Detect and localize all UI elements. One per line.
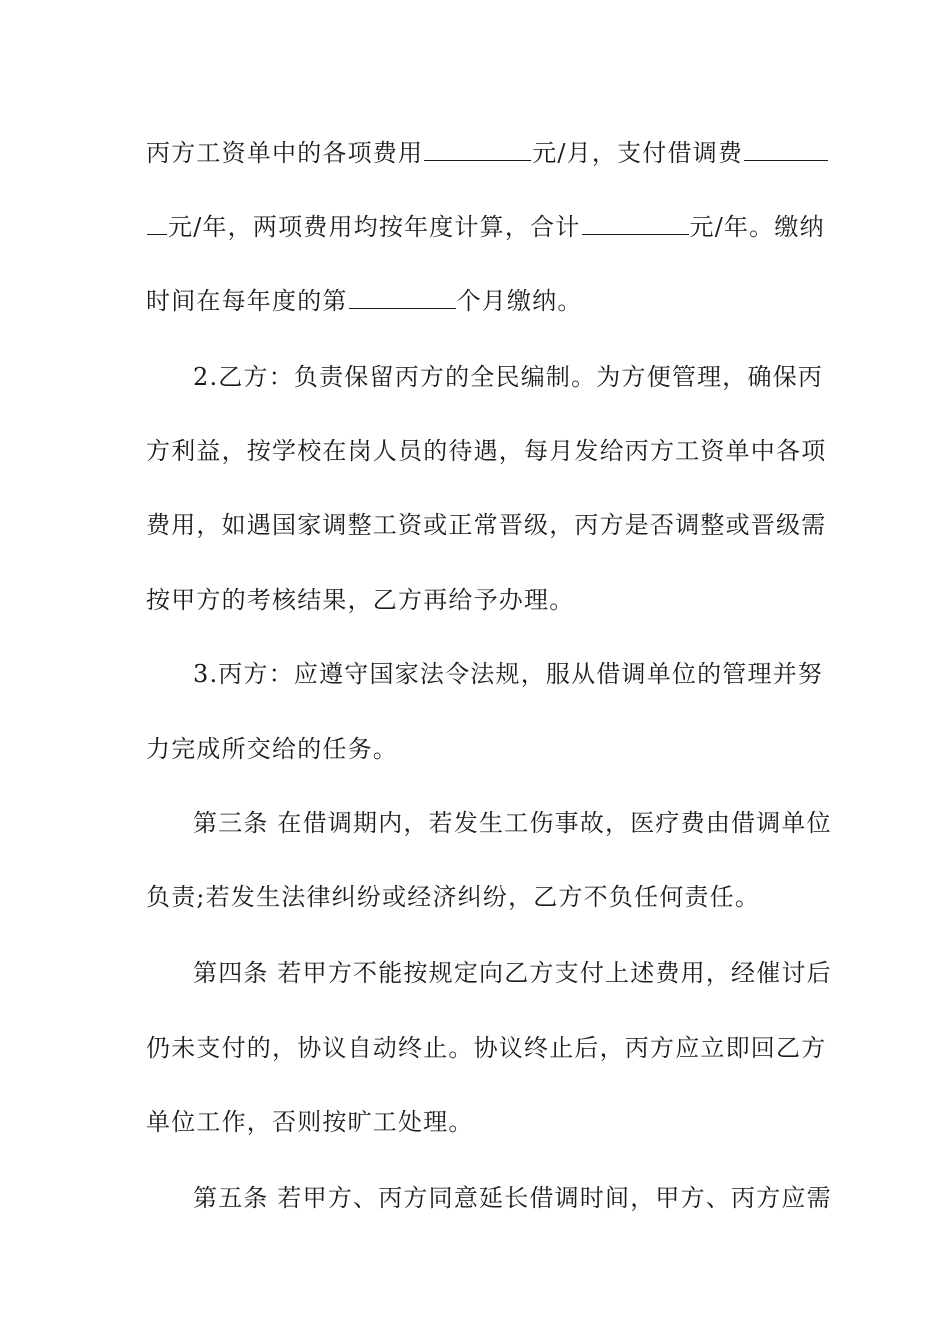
paragraph-line: 按甲方的考核结果，乙方再给予办理。 (146, 586, 575, 614)
paragraph-line: 费用，如遇国家调整工资或正常晋级，丙方是否调整或晋级需 (146, 511, 827, 539)
text-segment: 个月缴纳。 (456, 287, 583, 315)
fill-in-blank (424, 138, 531, 161)
text-line-2 (146, 212, 825, 242)
text-line-3 (146, 286, 806, 316)
paragraph-line: 第五条 若甲方、丙方同意延长借调时间，甲方、丙方应需 (193, 1184, 832, 1212)
paragraph-line: 3.丙方：应遵守国家法令法规，服从借调单位的管理并努 (193, 660, 824, 688)
paragraph-line: 方利益，按学校在岗人员的待遇，每月发给丙方工资单中各项 (146, 437, 827, 465)
paragraph-line: 第四条 若甲方不能按规定向乙方支付上述费用，经催讨后 (193, 959, 832, 987)
paragraph-line: 第三条 在借调期内，若发生工伤事故，医疗费由借调单位 (193, 809, 832, 837)
text-segment: 丙方工资单中的各项费用 (146, 139, 424, 167)
paragraph-line: 2.乙方：负责保留丙方的全民编制。为方便管理，确保丙 (193, 363, 824, 391)
text-segment: 元/月，支付借调费 (532, 139, 744, 167)
text-segment: 时间在每年度的第 (146, 287, 348, 315)
text-segment: 元/年，两项费用均按年度计算，合计 (168, 213, 581, 241)
paragraph-line: 负责;若发生法律纠纷或经济纠纷，乙方不负任何责任。 (146, 883, 761, 911)
fill-in-blank (147, 212, 167, 235)
text-line-1 (146, 138, 806, 168)
fill-in-blank (744, 138, 828, 161)
paragraph-line: 仍未支付的，协议自动终止。协议终止后，丙方应立即回乙方 (146, 1034, 827, 1062)
paragraph-line: 单位工作，否则按旷工处理。 (146, 1108, 474, 1136)
paragraph-line: 力完成所交给的任务。 (146, 735, 398, 763)
fill-in-blank (349, 286, 456, 309)
text-segment: 元/年。缴纳 (689, 213, 825, 241)
fill-in-blank (582, 212, 689, 235)
